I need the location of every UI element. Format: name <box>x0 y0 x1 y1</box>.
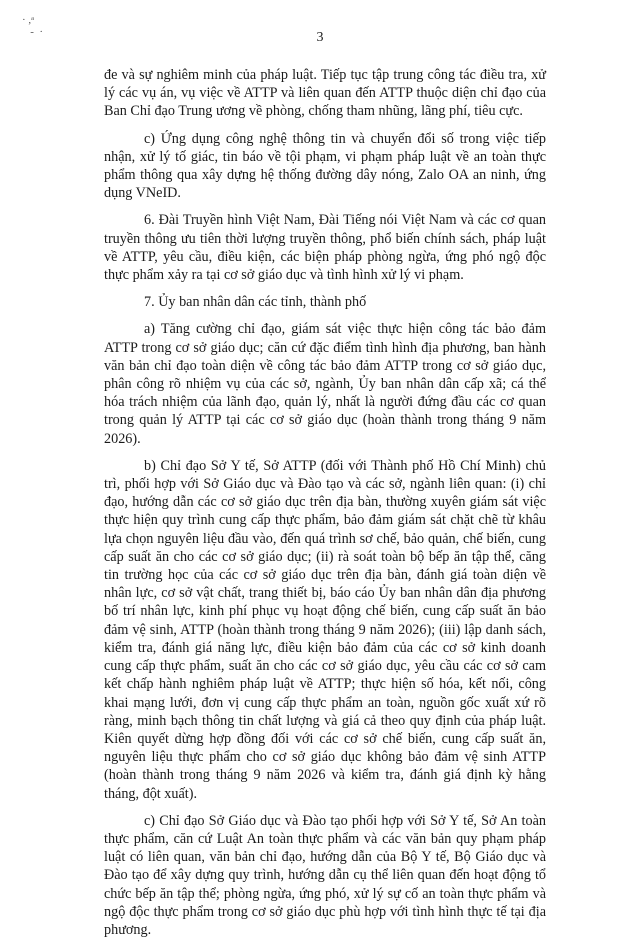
paragraph-section-6-broadcasting: 6. Đài Truyền hình Việt Nam, Đài Tiếng nói Việt Nam và các cơ quan truyền thông ưu tiên thời lượng truyền thông, phổ biến chính sách, pháp luật về ATTP, yêu cầu, điều kiện, các biện pháp phòng ngừa, ứng phó ngộ độc thực phẩm xảy ra tại cơ sở giáo dục và tình hình xử lý vi phạm. <box>104 212 546 284</box>
section-7-heading: 7. Ủy ban nhân dân các tỉnh, thành phố <box>144 294 367 311</box>
paragraph-continuation: đe và sự nghiêm minh của pháp luật. Tiếp tục tập trung công tác điều tra, xử lý các vụ án, vụ việc về ATTP và liên quan đến ATTP thuộc diện chỉ đạo của Ban Chỉ đạo Trung ương về phòng, chống tham nhũng, lãng phí, tiêu cực. <box>104 67 546 120</box>
page-number: 3 <box>316 30 324 45</box>
paragraph-item-a-supervision: a) Tăng cường chỉ đạo, giám sát việc thực hiện công tác bảo đảm ATTP trong cơ sở giáo dục; căn cứ đặc điểm tình hình địa phương, ban hành văn bản chỉ đạo toàn diện về công tác bảo đảm ATTP trong cơ sở giáo dục, phân công rõ nhiệm vụ của các sở, ngành, Ủy ban nhân dân cấp xã; cá thể hóa trách nhiệm của lãnh đạo, quản lý, nhất là người đứng đầu các cơ quan trong quản lý ATTP tại các cơ sở giáo dục (hoàn thành trong tháng 9 năm 2026). <box>104 321 546 447</box>
paragraph-item-b-health-department: b) Chỉ đạo Sở Y tế, Sở ATTP (đối với Thành phố Hồ Chí Minh) chủ trì, phối hợp với Sở Giáo dục và Đào tạo và các sở, ngành liên quan: (i) chỉ đạo, hướng dẫn các cơ sở giáo dục trên địa bàn, thường xuyên giám sát việc thực hiện quy trình cung cấp thực phẩm, bảo đảm giám sát chặt chẽ từ khâu lựa chọn nguyên liệu đầu vào, đến quá trình sơ chế, bảo quản, chế biến, cung cấp suất ăn cho các cơ sở giáo dục; (ii) rà soát toàn bộ bếp ăn tập thể, căng tin trường học của các cơ sở giáo dục trên địa bàn, đánh giá toàn diện về nhân lực, cơ sở vật chất, trang thiết bị, báo cáo Ủy ban nhân dân địa phương bố trí nhân lực, kinh phí phục vụ hoạt động chế biến, cung cấp suất ăn bảo đảm vệ sinh, ATTP (hoàn thành trong tháng 9 năm 2026); (iii) lập danh sách, kiểm tra, đánh giá năng lực, điều kiện bảo đảm của các cơ sở kinh doanh cung cấp thực phẩm, suất ăn cho các cơ sở giáo dục, yêu cầu các cơ sở cam kết chấp hành nghiêm pháp luật về ATTP; thực hiện số hóa, kết nối, công khai mạng lưới, đơn vị cung cấp thực phẩm an toàn, nguồn gốc xuất xứ rõ ràng, minh bạch thông tin chất lượng và giá cả theo quy định của pháp luật. Kiên quyết dừng hợp đồng đối với các cơ sở chế biến, cung cấp suất ăn, nguyên liệu thực phẩm cho cơ sở giáo dục không bảo đảm vệ sinh ATTP (hoàn thành trong tháng 9 năm 2026 và kiểm tra, đánh giá định kỳ hằng tháng, đột xuất). <box>104 457 546 802</box>
scan-artifact-marks: · ,ᵃ - · <box>22 14 44 38</box>
paragraph-item-c-education-department: c) Chỉ đạo Sở Giáo dục và Đào tạo phối hợp với Sở Y tế, Sở An toàn thực phẩm, căn cứ Luật An toàn thực phẩm và các văn bản quy phạm pháp luật có liên quan, văn bản chỉ đạo, hướng dẫn của Bộ Y tế, Bộ Giáo dục và Đào tạo để xây dựng quy trình, hướng dẫn cụ thể liên quan đến hoạt động tổ chức bếp ăn tập thể; phòng ngừa, ứng phó, xử lý sự cố an toàn thực phẩm và ngộ độc thực phẩm trong cơ sở giáo dục phù hợp với tình hình thực tế tại địa phương. <box>104 812 546 938</box>
document-body <box>104 66 546 948</box>
paragraph-item-c-technology: c) Ứng dụng công nghệ thông tin và chuyển đổi số trong việc tiếp nhận, xử lý tố giác, tin báo về tội phạm, vi phạm pháp luật về an toàn thực phẩm thông qua xây dựng hệ thống đường dây nóng, Zalo OA an ninh, ứng dụng VNeID. <box>104 130 546 202</box>
